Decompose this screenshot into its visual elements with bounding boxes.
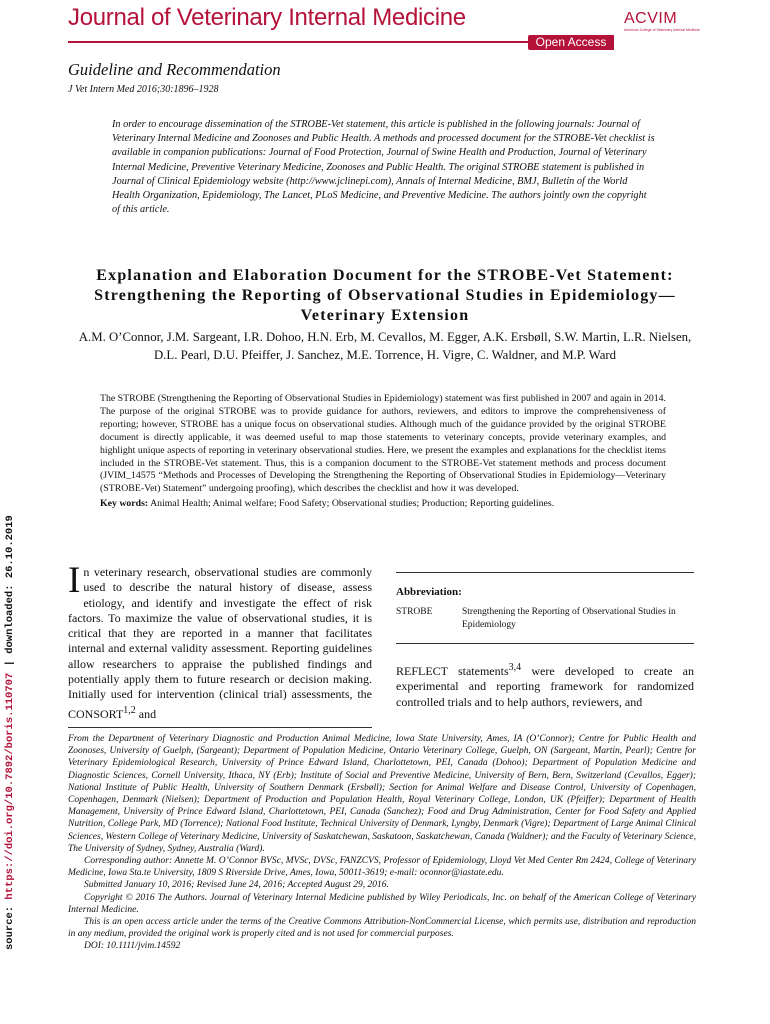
acvim-logo — [624, 10, 700, 32]
body-right-start: REFLECT statements — [396, 664, 509, 678]
intro-note: In order to encourage dissemination of the STROBE-Vet statement, this article is published in the following journals: Journal of Veterinary Internal Medicine and Zoonoses and Public Health. A methods and processed document for the STROBE-Vet checklist is available in companion publications: Journal of Food Protection, Journal of Swine Health and Production, Journal of Veterinary Internal Medicine, Preventive Veterinary Medicine, Zoonoses and Public Health. The original STROBE statement is published in Journal of Clinical Epidemiology website (http://www.jclinepi.com), Annals of Internal Medicine, BMJ, Bulletin of the World Health Organization, Epidemiology, The Lancet, PLoS Medicine, and Preventive Medicine. The authors jointly own the copyright of this article. — [112, 119, 655, 216]
dropcap: I — [68, 560, 81, 601]
downloaded-date: downloaded: 26.10.2019 — [4, 515, 16, 654]
abbreviation-top-rule — [396, 572, 694, 573]
journal-title: Journal of Veterinary Internal Medicine — [68, 4, 466, 31]
body-left-text: n veterinary research, observational studies are commonly used to describe the natural history of disease, assess etiology, and identify and investigate the effect of risk factors. To maximize the value of observational studies, it is critical that they are reported in a manner that facilitates internal and external validity assessment. Reporting guidelines allow researchers to appraise the published findings and potentially apply them to future research or decision making. Initially used for intervention (clinical trial) assessments, the CONSORT — [68, 565, 372, 721]
side-source-stamp — [4, 515, 16, 950]
citation: J Vet Intern Med 2016;30:1896–1928 — [68, 84, 219, 95]
footnotes — [68, 733, 696, 953]
logo-subtitle: American College of Veterinary Internal Medicine — [624, 28, 700, 32]
footnote-doi[interactable]: DOI: 10.1111/jvim.14592 — [84, 941, 181, 952]
body-right-column — [396, 660, 694, 710]
article-title: Explanation and Elaboration Document for the STROBE-Vet Statement: Strengthening the Reporting of Observational Studies in Epidemiology—Veterinary Extension — [94, 267, 676, 324]
footnote-affiliations: From the Department of Veterinary Diagnostic and Production Animal Medicine, Iowa State University, Ames, IA (O’Connor); Centre for Public Health and Zoonoses, University of Guelph, (Sargeant); Department of Population Medicine, Ontario Veterinary College, Guelph, ON (Sargeant, Martin, Pearl); Centre for Veterinary Epidemiological Research, University of Prince Edward Island, Charlottetown, PEI, Canada (Dohoo); Department of Population Medicine and Diagnostic Sciences, Cornell University, Ithaca, NY (Erb); Institute of Social and Preventive Medicine, University of Bern, Bern, Switzerland (Cevallos, Egger); National Institute of Public Health, University of Southern Denmark (Ersbøll); Section for Animal Welfare and Disease Control, University of Copenhagen, Copenhagen, Denmark (Nielsen); Department of Production and Population Health, Royal Veterinary College, London, UK (Pfeiffer); Department of Health Management, University of Prince Edward Island, Charlottetown, PEI, Canada (Sanchez); Food and Drug Administration, Center for Food Safety and Applied Nutrition, College Park, MD (Torrence); National Food Institute, Technical University of Denmark, Lyngby, Denmark (Vigre); Department of Large Animal Clinical Sciences, Western College of Veterinary Medicine, University of Saskatchewan, Saskatoon, Saskatchewan, Canada (Waldner); and the Faculty of Veterinary Science, The University of Sydney, Sydney, Australia (Ward). — [68, 734, 696, 854]
header-rule — [68, 41, 528, 43]
abbreviation-box — [396, 572, 694, 644]
abbreviation-value: Strengthening the Reporting of Observational Studies in Epidemiology — [462, 607, 676, 630]
body-left-ref: 1,2 — [123, 704, 136, 716]
abstract-text: The STROBE (Strengthening the Reporting of Observational Studies in Epidemiology) statement was first published in 2007 and again in 2014. The purpose of the original STROBE was to provide guidance for authors, reviewers, and editors to improve the comprehensiveness of reporting; however, STROBE has a unique focus on observational studies. Although much of the guidance provided by the original STROBE document is directly applicable, it was deemed useful to map those statements to veterinary concepts, provide veterinary examples, and highlight unique aspects of reporting in veterinary observational studies. Here, we present the examples and explanations for the checklist items included in the STROBE-Vet statement. Thus, this is a companion document to the STROBE-Vet statement methods and process document (JVIM_14575 “Methods and Processes of Developing the Strengthening the Reporting of Observational Studies in Epidemiology—Veterinary (STROBE-Vet) Statement” undergoing proofing), which describes the checklist and how it was developed. — [100, 393, 666, 495]
body-right-ref: 3,4 — [508, 662, 522, 673]
footnote-submitted: Submitted January 10, 2016; Revised June 24, 2016; Accepted August 29, 2016. — [84, 880, 389, 891]
source-label: source: — [4, 905, 16, 950]
source-separator: | — [4, 660, 16, 667]
footnote-license: This is an open access article under the terms of the Creative Commons Attribution-NonCommercial License, which permits use, distribution and reproduction in any medium, provided the original work is properly cited and is not used for commercial purposes. — [68, 917, 696, 940]
abbreviation-row — [396, 606, 694, 631]
keywords-line — [100, 498, 666, 511]
authors: A.M. O’Connor, J.M. Sargeant, I.R. Dohoo, H.N. Erb, M. Cevallos, M. Egger, A.K. Ersbøll, S.W. Martin, L.R. Nielsen, D.L. Pearl, D.U. Pfeiffer, J. Sanchez, M.E. Torrence, H. Vigre, C. Waldner, and M.P. Ward — [78, 330, 692, 362]
footnote-copyright: Copyright © 2016 The Authors. Journal of Veterinary Internal Medicine published by Wiley Periodicals, Inc. on behalf of the American College of Veterinary Internal Medicine. — [68, 892, 696, 915]
abstract — [100, 393, 666, 511]
keywords: Animal Health; Animal welfare; Food Safety; Observational studies; Production; Reporting guidelines. — [150, 498, 555, 510]
section-label: Guideline and Recommendation — [68, 60, 281, 79]
logo-text: ACVIM — [624, 10, 678, 27]
body-left-end: and — [135, 706, 157, 721]
abbreviation-bottom-rule — [396, 643, 694, 644]
source-doi-link[interactable]: https://doi.org/10.7892/boris.110707 — [4, 672, 16, 900]
open-access-badge: Open Access — [528, 35, 614, 50]
abbreviation-key: STROBE — [396, 607, 433, 617]
abbreviation-title: Abbreviation: — [396, 586, 462, 598]
keywords-label: Key words: — [100, 498, 149, 510]
body-right-text: were developed to create an experimental and reporting framework for randomized controlled trials and to help authors, reviewers, and — [396, 664, 694, 709]
footnote-corresponding: Corresponding author: Annette M. O’Connor BVSc, MVSc, DVSc, FANZCVS, Professor of Epidemiology, Lloyd Vet Med Center Rm 2424, College of Veterinary Medicine, Iowa Sta.te University, 1809 S Riverside Drive, Ames, Iowa, 50011-3619; e-mail: oconnor@iastate.edu. — [68, 856, 696, 879]
footnote-rule — [68, 727, 372, 728]
body-left-column — [68, 560, 372, 722]
